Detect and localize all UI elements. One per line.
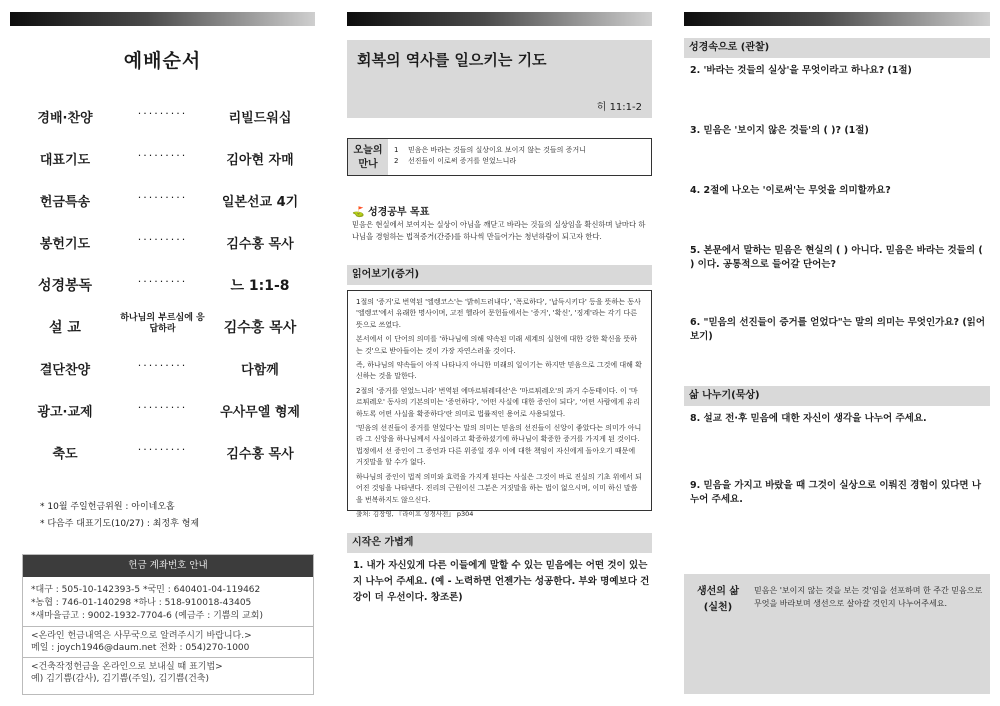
title-box [347,40,652,118]
reading-box [347,290,652,518]
building-title: <건축작정헌금을 온라인으로 보내실 때 표기법> [31,662,223,672]
todays-manna-label [348,139,388,175]
online-title: <온라인 헌금내역은 사무국으로 알려주시기 바랍니다.> [31,631,252,641]
order-dots: ········· [137,275,188,288]
offering-account-box [22,554,314,695]
building-example: 예) 김기쁨(감사), 김기쁨(주일), 김기쁨(건축) [31,674,209,684]
verse-number: 2 [394,157,399,165]
questions-panel [684,0,990,706]
order-row [10,107,310,127]
order-who: 리빌드워십 [228,111,292,126]
verse-number: 1 [394,146,399,154]
order-row [10,443,310,463]
order-row [10,313,310,337]
label-line: (실천) [703,602,733,613]
order-dots: ········· [137,107,188,120]
top-gradient-bar [684,12,990,26]
label-line: 생선의 삶 [696,586,740,597]
online-contact: 메일 : joych1946@daum.net 전화 : 054)270-1000 [31,643,250,653]
label-line: 오늘의 [353,145,383,156]
reading-heading: 읽어보기(증거) [347,265,652,285]
question-4: 4. 2절에 나오는 '이로써'는 무엇을 의미할까요? [690,185,891,196]
order-row [10,401,310,421]
order-row [10,149,310,169]
practice-label [692,584,744,616]
order-row [10,275,310,295]
order-name: 광고·교제 [37,405,93,420]
start-heading: 시작은 가볍게 [347,533,652,553]
reading-source: 출처: 김장영, 『라이프 성경사전』 p304 [356,509,474,518]
reading-paragraph: '믿음의 선진들이 증거를 얻었다'는 말의 의미는 믿음의 선진들이 신앙이 좋았다는 의미가 아니라 그 신앙을 하나님께서 사실이라고 확증하셨기에 하나님이 확증한 증거를 가지게 된 것이다. 법정에서 선 증인이 그 증언과 다른 위증일 경우 이에 대한 책임이 자신에게 돌아오기 때문에 거짓말을 할 수가 없다. [356,424,642,467]
verse-line [394,145,586,156]
order-who: 김아현 자매 [226,153,294,168]
order-dots: ········· [137,359,188,372]
practice-text: 믿음은 '보이지 않는 것을 보는 것'임을 선포하며 한 주간 믿음으로 무엇을 바라보며 생선으로 살아갈 것인지 나누어주세요. [754,586,983,608]
top-gradient-bar [347,12,652,26]
order-dots: ········· [137,401,188,414]
online-offering-info [23,630,313,654]
practice-box [684,574,990,694]
bible-study-panel [347,0,652,706]
goal-heading [352,203,429,218]
order-who: 우사무엘 형제 [220,405,300,420]
notice-line: * 10월 주일헌금위원 : 아이네오홉 [40,502,175,512]
order-name: 축도 [52,447,78,462]
page-title: 예배순서 [123,50,202,72]
reading-paragraph: 본서에서 이 단어의 의미를 '하나님에 의해 약속된 미래 세계의 실현에 대한 강한 확신을 뜻하는 것'으로 받아들이는 것이 가장 자연스러울 것이다. [356,335,638,355]
question-6: 6. "믿음의 선진들이 증거를 얻었다"는 말의 의미는 무엇인가요? (읽어보기) [690,317,986,342]
order-name: 봉헌기도 [39,237,91,252]
order-name: 헌금특송 [39,195,91,210]
order-row [10,233,310,253]
divider [23,626,313,627]
order-dots: ········· [137,443,188,456]
order-row [10,191,310,211]
verse-line [394,156,586,167]
order-name: 성경봉독 [37,278,93,294]
notice-line: * 다음주 대표기도(10/27) : 최정후 형제 [40,519,200,529]
account-list [23,577,313,623]
label-line: 만나 [358,159,378,170]
order-who: 다함께 [241,363,279,378]
order-name: 대표기도 [39,153,91,168]
study-title: 회복의 역사를 일으키는 기도 [357,51,547,69]
goal-text: 믿음은 현실에서 보여지는 실상이 아님을 깨닫고 바라는 것들의 실상임을 확신하며 날마다 하나님을 경험하는 법적증거(간증)를 하나씩 만들어가는 청년하람이 되고자 한다. [352,220,646,241]
worship-order-panel [10,0,315,706]
order-dots: ········· [137,233,188,246]
verse-list [394,145,586,167]
order-name: 경배·찬양 [37,111,93,126]
account-line: *새마을금고 : 9002-1932-7704-6 (예금주 : 기쁨의 교회) [31,611,263,621]
order-dots: ········· [137,191,188,204]
question-8: 8. 설교 전·후 믿음에 대한 자신이 생각을 나누어 주세요. [690,413,927,424]
building-offering-info [23,661,313,685]
order-name: 결단찬양 [39,363,91,378]
offering-header: 헌금 계좌번호 안내 [23,555,313,577]
account-line: *농협 : 746-01-140298 *하나 : 518-910018-43405 [31,598,252,608]
question-3: 3. 믿음은 '보이지 않은 것들'의 ( )? (1절) [690,125,869,136]
flag-icon: ⛳ [352,207,365,218]
share-heading: 삶 나누기(묵상) [684,386,990,406]
notices [40,499,199,533]
order-who: 김수홍 목사 [226,237,294,252]
order-who: 김수홍 목사 [223,320,297,336]
scripture-reference: 히 11:1-2 [596,102,642,113]
order-who: 김수홍 목사 [226,447,294,462]
sermon-title: 하나님의 부르심에 응답하라 [120,313,205,334]
question-5: 5. 본문에서 말하는 믿음은 현실의 ( ) 아니다. 믿음은 바라는 것들의 ( ) 이다. 공통적으로 들어갈 단어는? [690,245,983,270]
reading-paragraph: 즉, 하나님의 약속들이 아직 나타나지 아니한 미래의 일이기는 하지만 믿음으로 그것에 대해 확신하는 것을 말한다. [356,361,642,381]
observe-heading: 성경속으로 (관찰) [684,38,990,58]
divider [23,657,313,658]
reading-paragraph: 하나님의 증인이 법적 의미와 효력을 가지게 된다는 사실은 그것이 바로 진실의 기초 위에서 되어진 것임을 나타낸다. 진리의 근원이신 그분은 거짓말을 하는 법이 없으시며, 이미 하신 말씀을 번복하지도 않으신다. [356,472,642,504]
question-9: 9. 믿음을 가지고 바랐을 때 그것이 실상으로 이뤄진 경험이 있다면 나누어 주세요. [690,480,982,505]
reading-paragraph: 2절의 '증거를 얻었느니라' 번역된 에마르튀레데산'은 '마르튀레오'의 과거 수동태이다. 이 '마르튀레오' 동사의 기본의미는 '증언하다', '어떤 사실에 대한 증인이 되다', '어떤 사람에게 유리하도록 어떤 사실을 확증하다'란 의미로 법률적인 용어로 사용되었다. [356,386,640,418]
order-dots: ········· [137,149,188,162]
order-who: 일본선교 4기 [221,195,299,210]
top-gradient-bar [10,12,315,26]
verse-text: 믿음은 바라는 것들의 실상이요 보이지 않는 것들의 증거니 [408,146,586,154]
order-who: 느 1:1-8 [230,278,290,294]
order-name: 설 교 [49,320,81,336]
todays-manna-box [347,138,652,176]
question-1: 1. 내가 자신있게 다른 이들에게 말할 수 있는 믿음에는 어떤 것이 있는지 나누어 주세요. (예 - 노력하면 언젠가는 성공한다. 부와 명예보다 건강이 더 우선이다. 창조론) [353,560,650,603]
goal-title-text: 성경공부 목표 [367,207,430,218]
verse-text: 선진들이 이로써 증거를 얻었느니라 [408,157,517,165]
reading-paragraph: 1절의 '증거'로 번역된 '엘렝코스'는 '밝히드러내다', '폭로하다', '납득시키다' 등을 뜻하는 동사 '엘렝코'에서 유래한 명사이며, 고전 헬라어 문헌들에서는 '증거', '확신', '징계'라는 각기 다른 뜻으로 쓰였다. [356,298,641,329]
account-line: *대구 : 505-10-142393-5 *국민 : 640401-04-119462 [31,585,261,595]
question-2: 2. '바라는 것들의 실상'을 무엇이라고 하나요? (1절) [690,65,912,76]
order-row [10,359,310,379]
